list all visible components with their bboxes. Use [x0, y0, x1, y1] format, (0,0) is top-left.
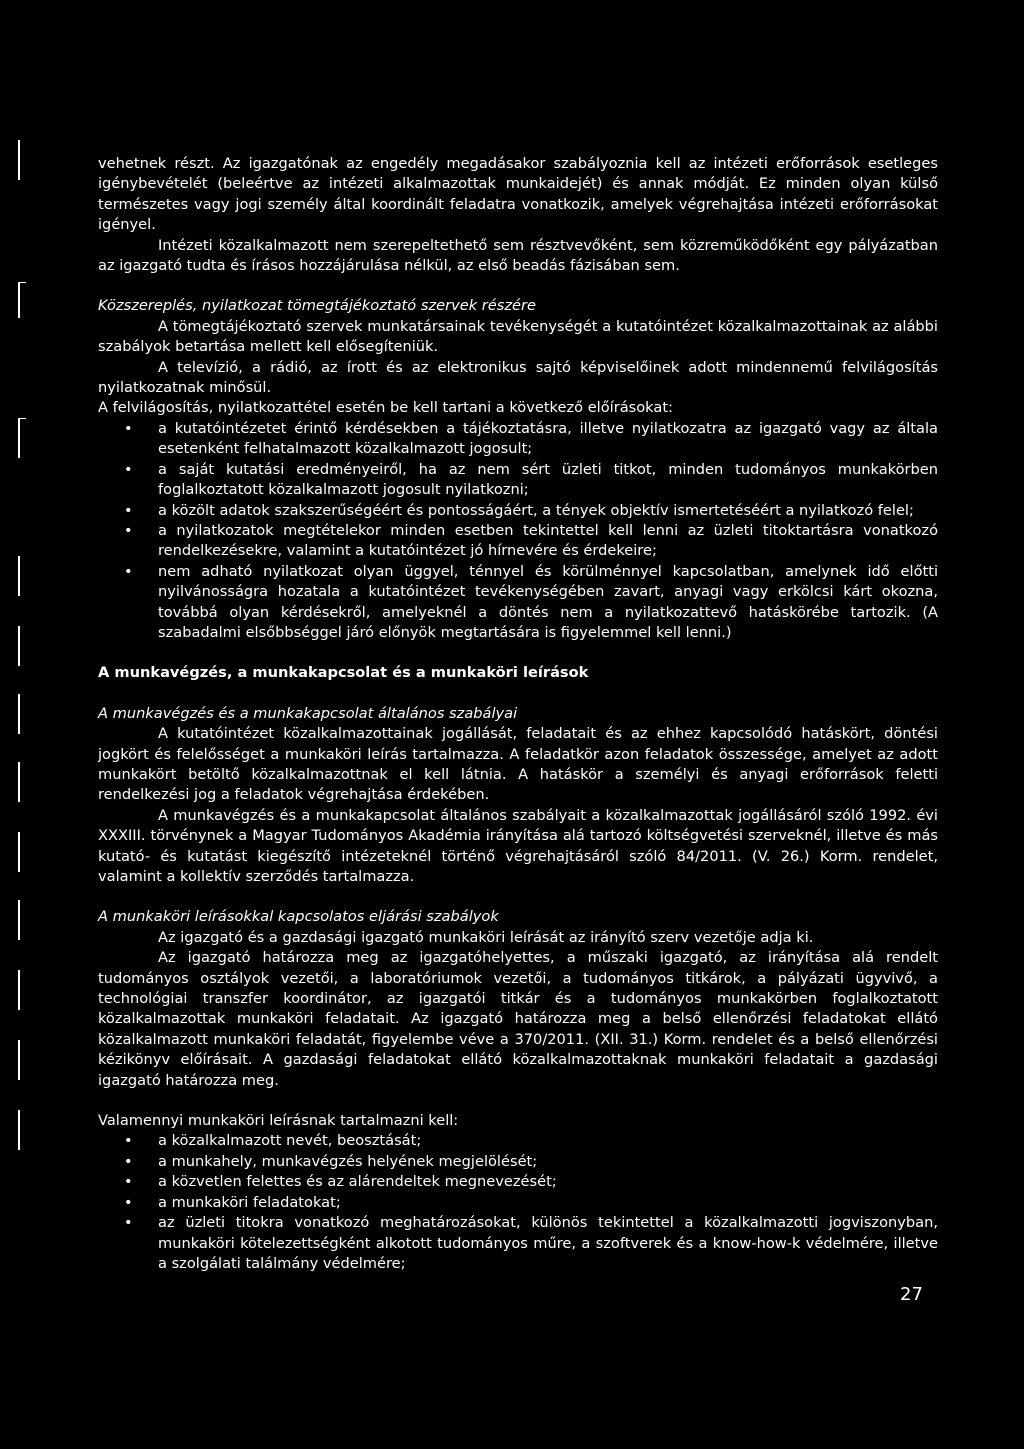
margin-mark	[18, 970, 20, 1010]
margin-mark	[18, 282, 20, 318]
bullet-list	[98, 419, 938, 643]
section-heading-bold: A munkavégzés, a munkakapcsolat és a munkaköri leírások	[98, 664, 589, 682]
margin-mark	[18, 1040, 20, 1080]
margin-mark	[18, 762, 20, 802]
paragraph: A tömegtájékoztató szervek munkatársainak tevékenységét a kutatóintézet közalkalmazottainak az alábbi szabályok betartása mellett kell elősegíteniük.	[98, 317, 938, 356]
paragraph: A felvilágosítás, nyilatkozattétel esetén be kell tartani a következő előírásokat:	[98, 399, 673, 417]
list-item: • a munkahely, munkavégzés helyének megjelölését;	[98, 1152, 938, 1172]
margin-mark	[18, 1110, 20, 1150]
list-item: • a kutatóintézetet érintő kérdésekben a tájékoztatásra, illetve nyilatkozatra az igazgató vagy az általa esetenként felhatalmazott közalkalmazott jogosult;	[98, 419, 938, 460]
paragraph: A kutatóintézet közalkalmazottainak jogállását, feladatait és az ehhez kapcsolódó hatáskört, döntési jogkört és felelősséget a munkaköri leírás tartalmazza. A feladatkör azon feladatok összessége, amelyet az adott munkakört betöltő közalkalmazottnak el kell látnia. A hatáskör a személyi és anyagi erőforrások feletti rendelkezési jog a feladatok végrehajtása érdekében.	[98, 725, 938, 804]
list-item: • a munkaköri feladatokat;	[98, 1193, 938, 1213]
paragraph: Intézeti közalkalmazott nem szerepeltethető sem résztvevőként, sem közreműködőként egy pályázatban az igazgató tudta és írásos hozzájárulása nélkül, az első beadás fázisában sem.	[98, 236, 938, 275]
list-item: • nem adható nyilatkozat olyan üggyel, ténnyel és körülménnyel kapcsolatban, amelynek idő előtti nyilvánosságra hozatala a kutatóintézet tevékenységében zavart, anyagi vagy erkölcsi kárt okozna, továbbá olyan kérdésekről, amelyeknél a döntés nem a nyilatkozattevő hatáskörébe tartozik. (A szabadalmi elsőbbséggel járó előnyök megtartására is figyelemmel kell lenni.)	[98, 562, 938, 644]
list-item: • a saját kutatási eredményeiről, ha az nem sért üzleti titkot, minden tudományos munkakörben foglalkoztatott közalkalmazott jogosult nyilatkozni;	[98, 460, 938, 501]
margin-mark	[18, 556, 20, 596]
page-number: 27	[900, 1284, 923, 1305]
margin-mark	[18, 418, 20, 458]
section-heading-italic: A munkaköri leírásokkal kapcsolatos eljárási szabályok	[98, 908, 499, 926]
paragraph: A munkavégzés és a munkakapcsolat általános szabályait a közalkalmazottak jogállásáról szóló 1992. évi XXXIII. törvénynek a Magyar Tudományos Akadémia irányítása alá tartozó költségvetési szerveknél, illetve és más kutató- és kutatást kiegészítő intézeteknél történő végrehajtásáról szóló 84/2011. (V. 26.) Korm. rendelet, valamint a kollektív szerződés tartalmazza.	[98, 806, 938, 885]
paragraph: Valamennyi munkaköri leírásnak tartalmazni kell:	[98, 1112, 459, 1130]
margin-mark	[18, 140, 20, 180]
list-item: • a közvetlen felettes és az alárendeltek megnevezését;	[98, 1172, 938, 1192]
bullet-list	[98, 1131, 938, 1274]
paragraph: vehetnek részt. Az igazgatónak az engedély megadásakor szabályoznia kell az intézeti erőforrások esetleges igénybevételét (beleértve az intézeti alkalmazottak munkaidejét) és annak módját. Ez minden olyan külső természetes vagy jogi személy által koordinált feladatra vonatkozik, amelyek végrehajtása intézeti erőforrásokat igényel.	[98, 155, 938, 234]
margin-mark	[18, 900, 20, 940]
margin-mark	[18, 832, 20, 872]
scan-margin-marks	[0, 0, 40, 1449]
list-item: • a közalkalmazott nevét, beosztását;	[98, 1131, 938, 1151]
paragraph: Az igazgató és a gazdasági igazgató munkaköri leírását az irányító szerv vezetője adja ki.	[158, 928, 814, 946]
paragraph: Az igazgató határozza meg az igazgatóhelyettes, a műszaki igazgató, az irányítása alá rendelt tudományos osztályok vezetői, a laboratóriumok vezetői, a tudományos titkárok, a pályázati ügyvivő, a technológiai transzfer koordinátor, az igazgatói titkár és a tudományos munkakörben foglalkoztatott közalkalmazottak munkaköri feladatait. Az igazgató határozza meg a belső ellenőrzési feladatokat ellátó közalkalmazott munkaköri feladatát, figyelembe véve a 370/2011. (XII. 31.) Korm. rendelet és a belső ellenőrzési kézikönyv előírásait. A gazdasági feladatokat ellátó közalkalmazottaknak munkaköri feladatait a gazdasági igazgató határozza meg.	[98, 949, 938, 1089]
paragraph: A televízió, a rádió, az írott és az elektronikus sajtó képviselőinek adott mindennemű felvilágosítás nyilatkozatnak minősül.	[98, 358, 938, 397]
margin-mark	[18, 694, 20, 734]
list-item: • az üzleti titokra vonatkozó meghatározásokat, különös tekintettel a közalkalmazotti jogviszonyban, munkaköri kötelezettségként alkotott tudományos műre, a szoftverek és a know-how-k védelmére, illetve a szolgálati találmány védelmére;	[98, 1213, 938, 1274]
section-heading-italic: A munkavégzés és a munkakapcsolat általános szabályai	[98, 704, 518, 722]
document-body	[98, 154, 938, 1274]
list-item: • a közölt adatok szakszerűségéért és pontosságáért, a tények objektív ismertetéséért a nyilatkozó felel;	[98, 501, 938, 521]
margin-mark	[18, 626, 20, 666]
section-heading-italic: Közszereplés, nyilatkozat tömegtájékoztató szervek részére	[98, 297, 536, 315]
list-item: • a nyilatkozatok megtételekor minden esetben tekintettel kell lenni az üzleti titoktartásra vonatkozó rendelkezésekre, valamint a kutatóintézet jó hírnevére és érdekeire;	[98, 521, 938, 562]
